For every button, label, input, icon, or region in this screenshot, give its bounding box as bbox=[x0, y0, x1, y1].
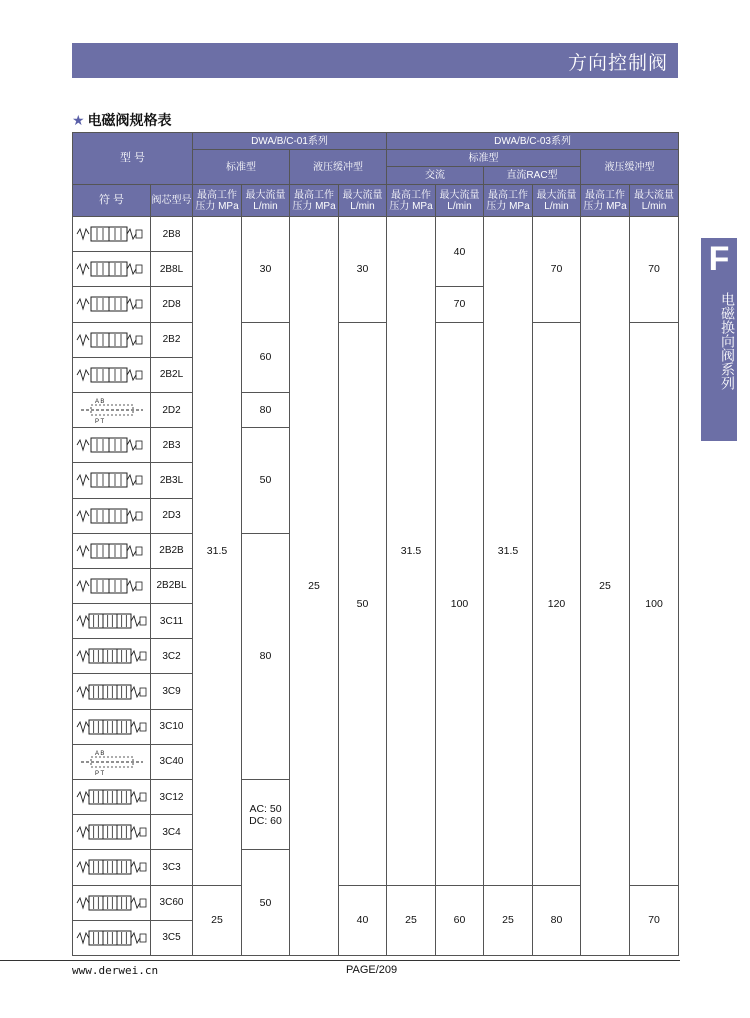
spec-value: 25 bbox=[290, 217, 339, 956]
valve-symbol-icon bbox=[73, 709, 151, 744]
flow-header: 最大流量 L/min bbox=[242, 185, 290, 217]
spec-value: 70 bbox=[436, 287, 484, 322]
pressure-header: 最高工作压力 MPa bbox=[193, 185, 242, 217]
spool-code: 2B2B bbox=[151, 533, 193, 568]
spec-value: 50 bbox=[242, 428, 290, 534]
spec-value: 25 bbox=[387, 885, 436, 955]
spec-value: 100 bbox=[630, 322, 679, 885]
standard-03-header: 标准型 bbox=[387, 150, 581, 167]
valve-symbol-icon bbox=[73, 604, 151, 639]
valve-symbol-icon bbox=[73, 850, 151, 885]
spec-value: 100 bbox=[436, 322, 484, 885]
valve-symbol-icon bbox=[73, 287, 151, 322]
spool-code: 2B8L bbox=[151, 252, 193, 287]
valve-symbol-icon bbox=[73, 780, 151, 815]
spool-code: 2D2 bbox=[151, 392, 193, 427]
spool-code: 2B2 bbox=[151, 322, 193, 357]
model-header: 型 号 bbox=[73, 133, 193, 185]
valve-symbol-icon bbox=[73, 885, 151, 920]
spec-value: 40 bbox=[339, 885, 387, 955]
valve-symbol-icon bbox=[73, 428, 151, 463]
pressure-header: 最高工作压力 MPa bbox=[290, 185, 339, 217]
spool-code: 3C3 bbox=[151, 850, 193, 885]
buffer-01-header: 液压缓冲型 bbox=[290, 150, 387, 185]
spec-value: 25 bbox=[581, 217, 630, 956]
valve-symbol-icon bbox=[73, 217, 151, 252]
valve-symbol-icon bbox=[73, 639, 151, 674]
spec-value: 70 bbox=[533, 217, 581, 323]
side-tab-letter: F bbox=[708, 240, 730, 278]
pressure-header: 最高工作压力 MPa bbox=[387, 185, 436, 217]
spec-value: 40 bbox=[436, 217, 484, 287]
valve-symbol-icon bbox=[73, 920, 151, 955]
spool-code: 2B3L bbox=[151, 463, 193, 498]
spool-code: 3C4 bbox=[151, 815, 193, 850]
series-03-header: DWA/B/C-03系列 bbox=[387, 133, 679, 150]
spool-code: 3C12 bbox=[151, 780, 193, 815]
spool-code: 3C11 bbox=[151, 604, 193, 639]
spool-code: 3C40 bbox=[151, 744, 193, 779]
pressure-header: 最高工作压力 MPa bbox=[581, 185, 630, 217]
buffer-03-header: 液压缓冲型 bbox=[581, 150, 679, 185]
spec-value: 30 bbox=[339, 217, 387, 323]
spec-value: 50 bbox=[339, 322, 387, 885]
spool-code: 2B2L bbox=[151, 357, 193, 392]
section-title bbox=[72, 110, 172, 130]
spec-value: 60 bbox=[242, 322, 290, 392]
spec-value: 25 bbox=[484, 885, 533, 955]
footer-website: www.derwei.cn bbox=[72, 964, 159, 977]
spec-value: 30 bbox=[242, 217, 290, 323]
valve-symbol-icon bbox=[73, 322, 151, 357]
star-icon: ★ bbox=[72, 112, 85, 128]
spec-value: 80 bbox=[242, 392, 290, 427]
spec-value: 60 bbox=[436, 885, 484, 955]
valve-symbol-icon bbox=[73, 252, 151, 287]
valve-symbol-icon bbox=[73, 498, 151, 533]
spec-value: AC: 50 DC: 60 bbox=[242, 780, 290, 850]
dc-rac-header: 直流RAC型 bbox=[484, 167, 581, 185]
spec-value: 120 bbox=[533, 322, 581, 885]
spool-code: 3C5 bbox=[151, 920, 193, 955]
flow-header: 最大流量 L/min bbox=[630, 185, 679, 217]
spool-code: 3C2 bbox=[151, 639, 193, 674]
footer-divider bbox=[0, 960, 680, 961]
spool-header: 阀芯型号 bbox=[151, 185, 193, 217]
banner-title: 方向控制阀 bbox=[567, 53, 668, 74]
spool-code: 2B8 bbox=[151, 217, 193, 252]
standard-01-header: 标准型 bbox=[193, 150, 290, 185]
spec-value: 31.5 bbox=[387, 217, 436, 886]
spec-value: 80 bbox=[242, 533, 290, 779]
valve-symbol-icon bbox=[73, 744, 151, 779]
spec-value: 31.5 bbox=[193, 217, 242, 886]
spec-value: 70 bbox=[630, 885, 679, 955]
valve-symbol-icon bbox=[73, 568, 151, 603]
section-title-text: 电磁阀规格表 bbox=[87, 112, 172, 128]
side-tab bbox=[701, 238, 737, 441]
flow-header: 最大流量 L/min bbox=[533, 185, 581, 217]
svg-text:P T: P T bbox=[95, 770, 105, 776]
spool-code: 3C9 bbox=[151, 674, 193, 709]
spec-value: 25 bbox=[193, 885, 242, 955]
ac-header: 交流 bbox=[387, 167, 484, 185]
spec-value: 70 bbox=[630, 217, 679, 323]
spec-value: 31.5 bbox=[484, 217, 533, 886]
svg-text:A B: A B bbox=[95, 399, 105, 406]
spool-code: 3C10 bbox=[151, 709, 193, 744]
spool-code: 2B3 bbox=[151, 428, 193, 463]
valve-symbol-icon bbox=[73, 533, 151, 568]
footer-page-number: PAGE/209 bbox=[346, 964, 398, 976]
flow-header: 最大流量 L/min bbox=[436, 185, 484, 217]
flow-header: 最大流量 L/min bbox=[339, 185, 387, 217]
spool-code: 2D8 bbox=[151, 287, 193, 322]
svg-text:A B: A B bbox=[95, 750, 105, 757]
valve-symbol-icon bbox=[73, 674, 151, 709]
series-01-header: DWA/B/C-01系列 bbox=[193, 133, 387, 150]
spool-code: 2D3 bbox=[151, 498, 193, 533]
header-banner bbox=[72, 43, 678, 78]
svg-text:P T: P T bbox=[95, 419, 105, 425]
valve-symbol-icon bbox=[73, 357, 151, 392]
pressure-header: 最高工作压力 MPa bbox=[484, 185, 533, 217]
spool-code: 3C60 bbox=[151, 885, 193, 920]
valve-symbol-icon bbox=[73, 815, 151, 850]
spec-value: 80 bbox=[533, 885, 581, 955]
spec-value: 50 bbox=[242, 850, 290, 956]
side-tab-text: 电磁换向阀系列 bbox=[720, 292, 736, 390]
valve-symbol-icon bbox=[73, 392, 151, 427]
spec-table bbox=[72, 132, 679, 956]
valve-symbol-icon bbox=[73, 463, 151, 498]
symbol-header: 符 号 bbox=[73, 185, 151, 217]
spool-code: 2B2BL bbox=[151, 568, 193, 603]
